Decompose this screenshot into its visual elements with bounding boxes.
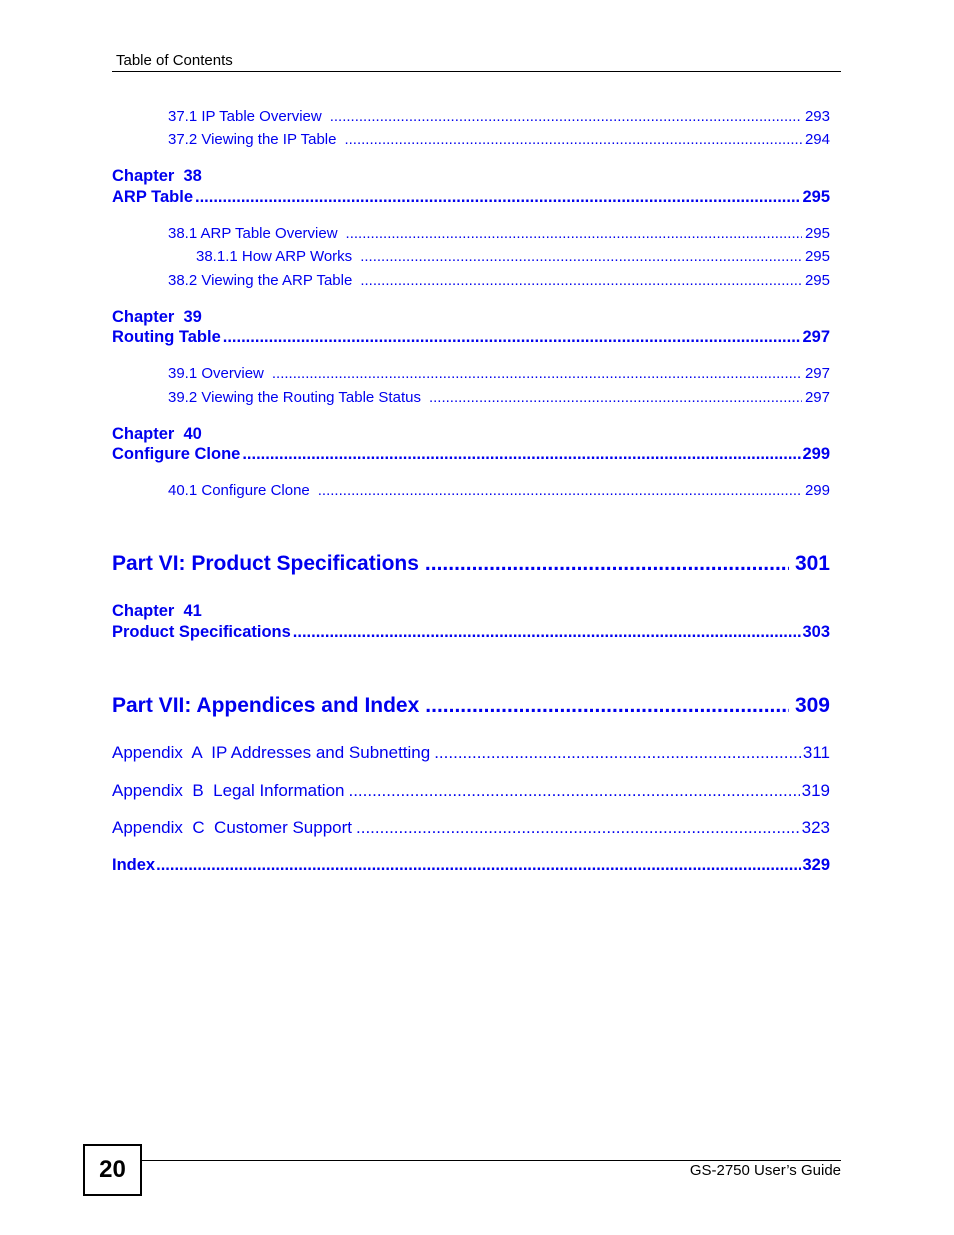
chapter-38-number: Chapter 38 bbox=[112, 167, 202, 185]
toc-entry-38-1-1[interactable] bbox=[196, 248, 830, 266]
toc-entry-page: 295 bbox=[804, 272, 830, 289]
leader-dots bbox=[330, 108, 802, 126]
leader-dots bbox=[429, 389, 802, 407]
chapter-41-number: Chapter 41 bbox=[112, 602, 202, 620]
toc-part-page: 309 bbox=[794, 694, 830, 717]
footer-guide-title: GS-2750 User’s Guide bbox=[689, 1162, 841, 1179]
toc-chapter-41[interactable] bbox=[112, 622, 830, 642]
leader-dots bbox=[223, 327, 802, 347]
toc-entry-38-1[interactable] bbox=[168, 225, 830, 243]
toc-entry-page: 297 bbox=[804, 389, 830, 406]
toc-entry-page: 293 bbox=[804, 108, 830, 125]
toc-chapter-38[interactable] bbox=[112, 187, 830, 207]
toc-chapter-page: 295 bbox=[802, 188, 830, 206]
page-number: 20 bbox=[99, 1156, 126, 1183]
toc-part-page: 301 bbox=[794, 552, 830, 575]
toc-index-page: 329 bbox=[802, 856, 830, 874]
toc-appendix-page: 311 bbox=[802, 743, 830, 762]
toc-part-7[interactable] bbox=[112, 693, 830, 719]
leader-dots bbox=[293, 622, 802, 642]
toc-chapter-title: Configure Clone bbox=[112, 445, 241, 463]
leader-dots bbox=[344, 131, 802, 149]
toc-entry-title: 39.2 Viewing the Routing Table Status bbox=[168, 389, 421, 406]
toc-entry-title: 37.1 IP Table Overview bbox=[168, 108, 322, 125]
leader-dots bbox=[360, 248, 802, 266]
toc-appendix-page: 323 bbox=[801, 818, 830, 837]
toc-entry-title: 38.2 Viewing the ARP Table bbox=[168, 272, 353, 289]
leader-dots bbox=[425, 551, 789, 577]
toc-entry-title: 37.2 Viewing the IP Table bbox=[168, 131, 337, 148]
leader-dots bbox=[360, 272, 802, 290]
toc-appendix-title: Appendix A IP Addresses and Subnetting bbox=[112, 743, 431, 762]
toc-entry-38-2[interactable] bbox=[168, 272, 830, 290]
toc-chapter-title: ARP Table bbox=[112, 188, 193, 206]
toc-index[interactable] bbox=[112, 855, 830, 875]
toc-entry-page: 294 bbox=[804, 131, 830, 148]
toc-entry-page: 299 bbox=[804, 482, 830, 499]
leader-dots bbox=[346, 225, 802, 243]
toc-index-title: Index bbox=[112, 856, 156, 874]
leader-dots bbox=[272, 365, 802, 383]
toc-chapter-page: 299 bbox=[802, 445, 830, 463]
toc-appendix-page: 319 bbox=[801, 781, 830, 800]
toc-entry-page: 295 bbox=[804, 225, 830, 242]
page-number-box bbox=[83, 1144, 142, 1196]
chapter-39-number: Chapter 39 bbox=[112, 308, 202, 326]
toc-entry-title: 40.1 Configure Clone bbox=[168, 482, 310, 499]
leader-dots bbox=[242, 444, 801, 464]
toc-appendix-b[interactable] bbox=[112, 781, 830, 801]
leader-dots bbox=[195, 187, 801, 207]
toc-appendix-title: Appendix C Customer Support bbox=[112, 818, 353, 837]
leader-dots bbox=[348, 781, 799, 801]
toc-part-title: Part VI: Product Specifications bbox=[112, 552, 419, 575]
toc-part-6[interactable] bbox=[112, 551, 830, 577]
toc-chapter-page: 297 bbox=[802, 328, 830, 346]
toc-entry-40-1[interactable] bbox=[168, 482, 830, 500]
toc-appendix-c[interactable] bbox=[112, 818, 830, 838]
chapter-40-number: Chapter 40 bbox=[112, 425, 202, 443]
toc-part-title: Part VII: Appendices and Index bbox=[112, 694, 420, 717]
toc-appendix-a[interactable] bbox=[112, 743, 830, 763]
toc-entry-37-2[interactable] bbox=[168, 131, 830, 149]
toc-chapter-title: Routing Table bbox=[112, 328, 221, 346]
toc-entry-title: 38.1 ARP Table Overview bbox=[168, 225, 338, 242]
toc-entry-page: 297 bbox=[804, 365, 830, 382]
toc-chapter-page: 303 bbox=[802, 623, 830, 641]
leader-dots bbox=[425, 693, 789, 719]
toc-entry-page: 295 bbox=[804, 248, 830, 265]
leader-dots bbox=[434, 743, 801, 763]
leader-dots bbox=[356, 818, 800, 838]
toc-entry-39-1[interactable] bbox=[168, 365, 830, 383]
toc-chapter-title: Product Specifications bbox=[112, 623, 291, 641]
toc-entry-39-2[interactable] bbox=[168, 389, 830, 407]
leader-dots bbox=[156, 855, 801, 875]
leader-dots bbox=[318, 482, 802, 500]
toc-chapter-39[interactable] bbox=[112, 327, 830, 347]
toc-chapter-40[interactable] bbox=[112, 444, 830, 464]
page-header-label: Table of Contents bbox=[116, 52, 233, 69]
footer-rule bbox=[140, 1160, 841, 1161]
toc-entry-title: 39.1 Overview bbox=[168, 365, 264, 382]
toc-entry-37-1[interactable] bbox=[168, 108, 830, 126]
toc-appendix-title: Appendix B Legal Information bbox=[112, 781, 345, 800]
toc-entry-title: 38.1.1 How ARP Works bbox=[196, 248, 353, 265]
